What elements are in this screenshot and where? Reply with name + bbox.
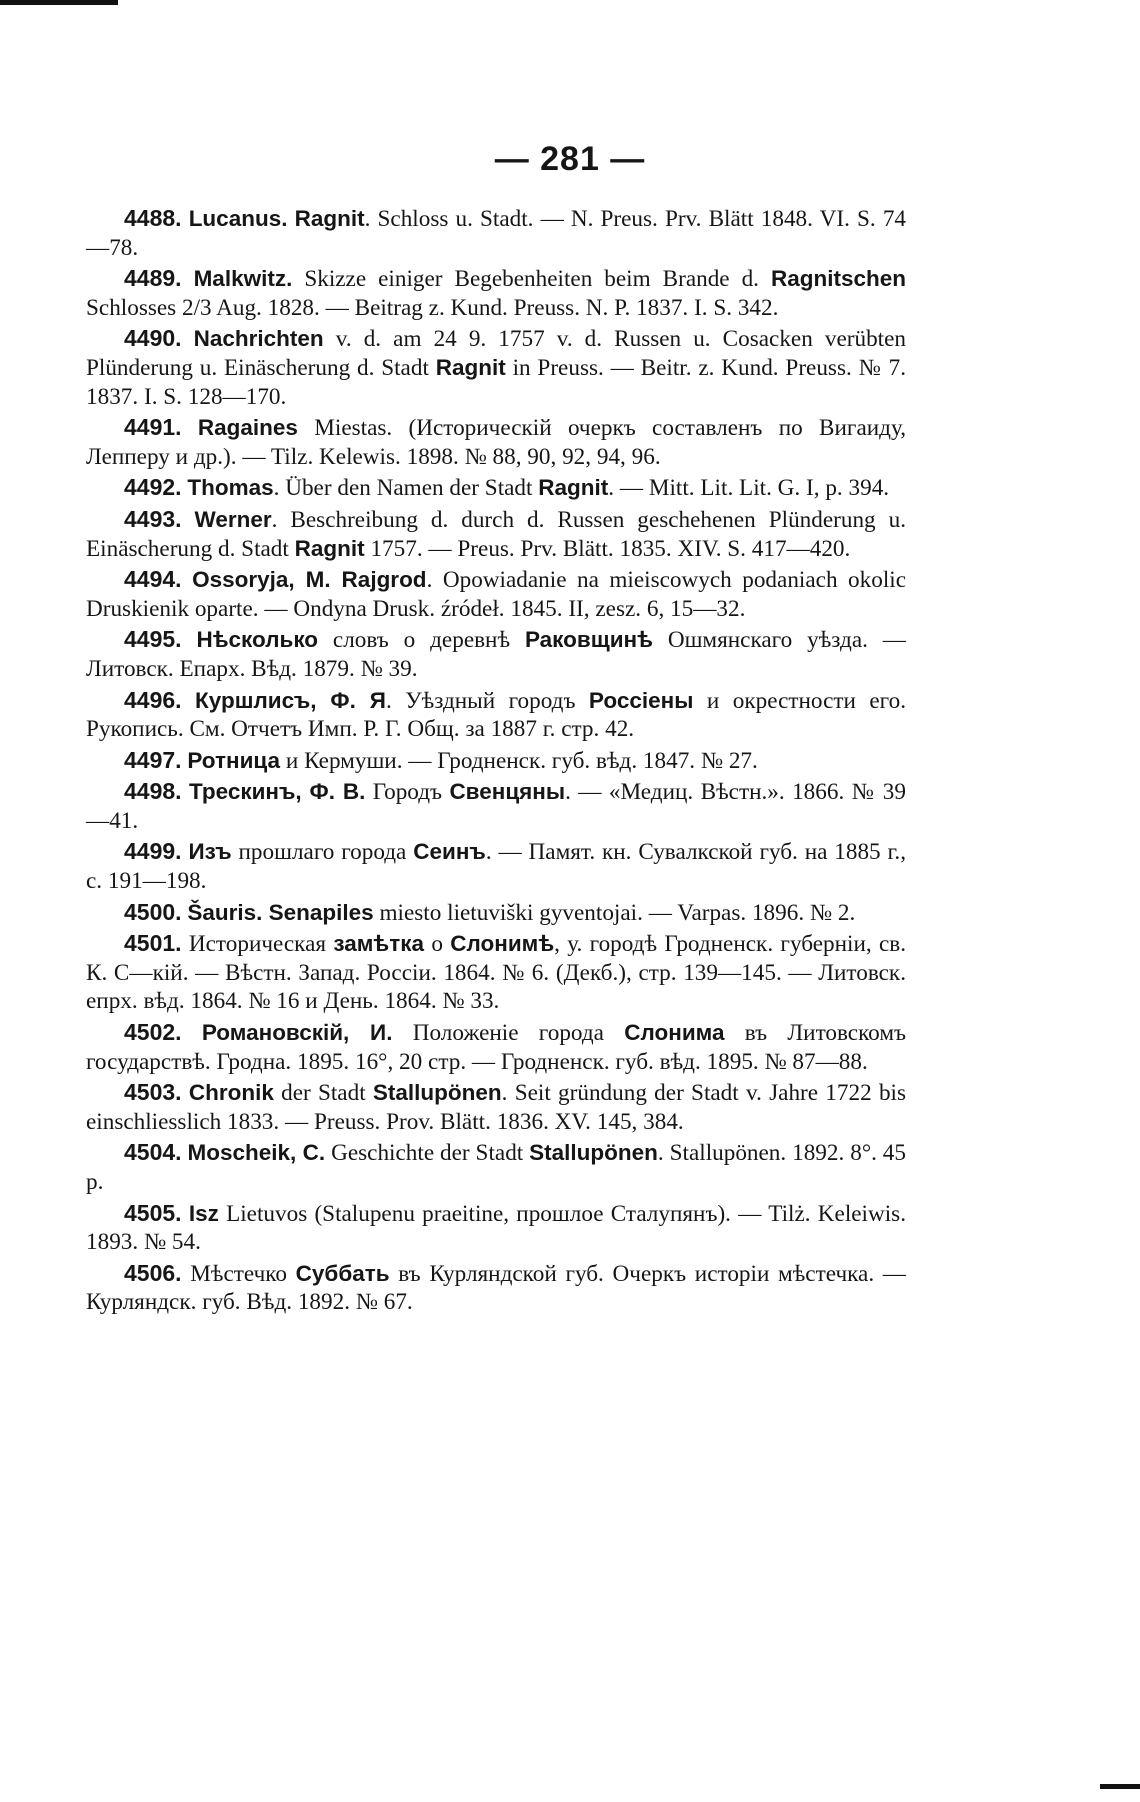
entry-text: и окрестности его. Рукопись. См. Отчетъ Имп. Р. Г. Общ. за 1887 г. стр. 42. xyxy=(86,687,907,743)
entry-text: Lietuvos (Stalupenu praeitine, прошлое Сталупянъ). — Tilż. Keleiwis. 1893. № 54. xyxy=(86,1200,907,1256)
entry-text: Историческая xyxy=(188,931,334,958)
entry-keyword: Романовскій, И. xyxy=(201,1020,393,1046)
entry-number: 4504. xyxy=(124,1139,182,1166)
entry-number: 4502. xyxy=(124,1019,182,1046)
entry-text: Ошмянскаго уѣзда. — Литовск. Епарх. Вѣд. 1879. № 39. xyxy=(86,627,906,682)
entry-keyword: Nachrichten xyxy=(193,326,324,352)
entry-keyword: Moscheik, C. xyxy=(187,1140,326,1166)
entry-text: . Seit gründung der Stadt v. Jahre 1722 bis einschliesslich 1833. — Preuss. Prov. Blätt. 1836. XV. 145, 384. xyxy=(86,1080,907,1135)
entry-number: 4489. xyxy=(124,265,182,292)
entry-text: in Preuss. — Beitr. z. Kund. Preuss. № 7. 1837. I. S. 128—170. xyxy=(86,354,906,410)
entry-keyword: Ragaines xyxy=(197,415,298,441)
entry-keyword: Нѣсколько xyxy=(196,627,319,653)
entry-number: 4500. xyxy=(124,898,182,925)
bibliography-entry xyxy=(86,625,906,683)
entry-keyword: Трескинъ, Ф. В. xyxy=(188,779,366,805)
entry-keyword: Šauris. Senapiles xyxy=(187,899,374,925)
bibliography-entry xyxy=(86,777,906,835)
entry-text: и Кермуши. — Гродненск. губ. вѣд. 1847. № 27. xyxy=(280,747,758,774)
entry-text: Положеніе города xyxy=(392,1020,625,1047)
scan-artifact-top-left xyxy=(0,0,118,5)
entry-keyword: Изъ xyxy=(188,839,232,865)
bibliography-entries xyxy=(86,204,906,1319)
entry-text: Geschichte der Stadt xyxy=(325,1140,530,1167)
entry-keyword: Ротница xyxy=(187,747,281,773)
entry-text: Skizze einiger Begebenheiten beim Brande d. xyxy=(292,266,771,293)
entry-keyword: Свенцяны xyxy=(449,779,566,805)
entry-keyword: Chronik xyxy=(188,1080,274,1106)
page-number: — 281 — xyxy=(494,140,646,178)
bibliography-entry xyxy=(86,204,906,262)
entry-number: 4497. xyxy=(124,746,182,773)
bibliography-entry xyxy=(86,1138,906,1196)
entry-text: der Stadt xyxy=(273,1080,373,1107)
entry-text: въ Литовскомъ государствѣ. Гродна. 1895. 16°, 20 стр. — Гродненск. губ. вѣд. 1895. № 87—88. xyxy=(86,1020,906,1075)
entry-number: 4492. xyxy=(124,474,182,501)
entry-text: . Über den Namen der Stadt xyxy=(273,475,539,502)
bibliography-entry xyxy=(86,1018,906,1076)
entry-keyword: Lucanus. xyxy=(188,206,288,231)
bibliography-entry xyxy=(86,324,906,411)
entry-text: Мѣстечко xyxy=(190,1260,296,1287)
entry-text: , у. городѣ Гродненск. губерніи, св. К. С—кій. — Вѣстн. Запад. Россіи. 1864. № 6. (Декб.), стр. 139—145. — Литовск. епрх. вѣд. 1864. № 16 и День. 1864. № 33. xyxy=(86,931,907,1015)
entry-number: 4506. xyxy=(124,1259,182,1286)
entry-number: 4494. xyxy=(124,566,182,593)
entry-text: miesto lietuviški gyventojai. — Varpas. 1896. № 2. xyxy=(373,899,856,926)
entry-keyword: Malkwitz. xyxy=(193,266,293,292)
bibliography-entry xyxy=(86,898,906,928)
entry-text: словъ о деревнѣ xyxy=(318,627,525,654)
entry-number: 4498. xyxy=(124,778,182,805)
entry-keyword: Thomas xyxy=(187,475,274,501)
entry-keyword: Ragnitschen xyxy=(770,266,906,292)
bibliography-entry xyxy=(86,264,906,322)
entry-text: о xyxy=(424,931,451,958)
entry-keyword: Ragnit xyxy=(538,475,609,501)
entry-text: . Schloss u. Stadt. — N. Preus. Prv. Blätt 1848. VI. S. 74—78. xyxy=(86,206,907,261)
entry-text: . — «Медиц. Вѣстн.». 1866. № 39—41. xyxy=(86,779,906,834)
entry-text: . Уѣздный городъ xyxy=(385,687,589,714)
entry-text: Schlosses 2/3 Aug. 1828. — Beitrag z. Kund. Preuss. N. P. 1837. I. S. 342. xyxy=(86,294,779,321)
entry-keyword: Сеинъ xyxy=(413,839,486,865)
entry-text: . — Памят. кн. Сувалкской губ. на 1885 г., с. 191—198. xyxy=(86,839,907,895)
entry-keyword: Слонимѣ xyxy=(450,931,555,957)
bibliography-entry xyxy=(86,929,906,1016)
entry-text: . Beschreibung d. durch d. Russen geschehenen Plünderung u. Einäscherung d. Stadt xyxy=(86,506,906,562)
bibliography-entry xyxy=(86,565,906,623)
entry-keyword: замѣтка xyxy=(333,931,425,957)
entry-number: 4496. xyxy=(124,686,182,713)
entry-number: 4490. xyxy=(124,325,182,352)
entry-text: . Opowiadanie na mieiscowych podaniach okolic Druskienik oparte. — Ondyna Drusk. źródeł. 1845. II, zesz. 6, 15—32. xyxy=(86,567,906,622)
entry-text: Городъ xyxy=(365,779,450,806)
entry-text: прошлаго города xyxy=(231,839,414,866)
bibliography-entry xyxy=(86,837,906,895)
entry-keyword: Куршлисъ, Ф. Я xyxy=(195,687,386,713)
entry-keyword: Россiены xyxy=(588,687,694,713)
scan-artifact-bottom-right xyxy=(1100,1784,1140,1789)
entry-keyword: Слонима xyxy=(624,1020,725,1046)
entry-text: . Stallupönen. 1892. 8°. 45 p. xyxy=(86,1140,906,1195)
bibliography-entry xyxy=(86,413,906,471)
entry-number: 4505. xyxy=(124,1199,182,1226)
entry-number: 4491. xyxy=(124,414,182,441)
bibliography-entry xyxy=(86,1078,906,1136)
entry-keyword: Ossoryja, M. Rajgrod xyxy=(192,567,427,593)
entry-text: v. d. am 24 9. 1757 v. d. Russen u. Cosacken verübten Plünderung u. Einäscherung d. Stadt xyxy=(86,326,907,381)
entry-number: 4499. xyxy=(124,838,182,865)
entry-number: 4493. xyxy=(124,505,182,532)
entry-text xyxy=(287,206,294,232)
bibliography-entry xyxy=(86,473,906,503)
bibliography-entry xyxy=(86,1259,906,1317)
entry-number: 4488. xyxy=(124,205,182,231)
entry-keyword: Раковщинѣ xyxy=(524,627,653,653)
entry-keyword: Суббать xyxy=(295,1260,390,1286)
bibliography-entry xyxy=(86,686,906,744)
entry-keyword: Ragnit xyxy=(435,354,506,380)
entry-text: въ Курляндской губ. Очеркъ исторіи мѣстечка. — Курляндск. губ. Вѣд. 1892. № 67. xyxy=(86,1260,906,1316)
entry-keyword: Stallupönen xyxy=(372,1080,502,1106)
entry-text: . — Mitt. Lit. Lit. G. I, p. 394. xyxy=(608,475,890,502)
entry-keyword: Werner xyxy=(194,506,272,532)
entry-keyword: Isz xyxy=(188,1200,219,1226)
entry-text: Miestas. (Историческій очеркъ составленъ по Вигаиду, Лепперу и др.). — Tilz. Kelewis. 1898. № 88, 90, 92, 94, 96. xyxy=(86,415,907,470)
entry-number: 4503. xyxy=(124,1079,182,1106)
entry-number: 4495. xyxy=(124,626,182,653)
entry-keyword: Ragnit xyxy=(294,206,365,231)
entry-number: 4501. xyxy=(124,930,182,957)
bibliography-entry xyxy=(86,1199,906,1257)
bibliography-entry xyxy=(86,746,906,776)
bibliography-entry xyxy=(86,505,906,563)
entry-keyword: Stallupönen xyxy=(529,1140,658,1166)
entry-keyword: Ragnit xyxy=(294,535,365,561)
entry-text: 1757. — Preus. Prv. Blätt. 1835. XIV. S. 417—420. xyxy=(364,535,851,562)
